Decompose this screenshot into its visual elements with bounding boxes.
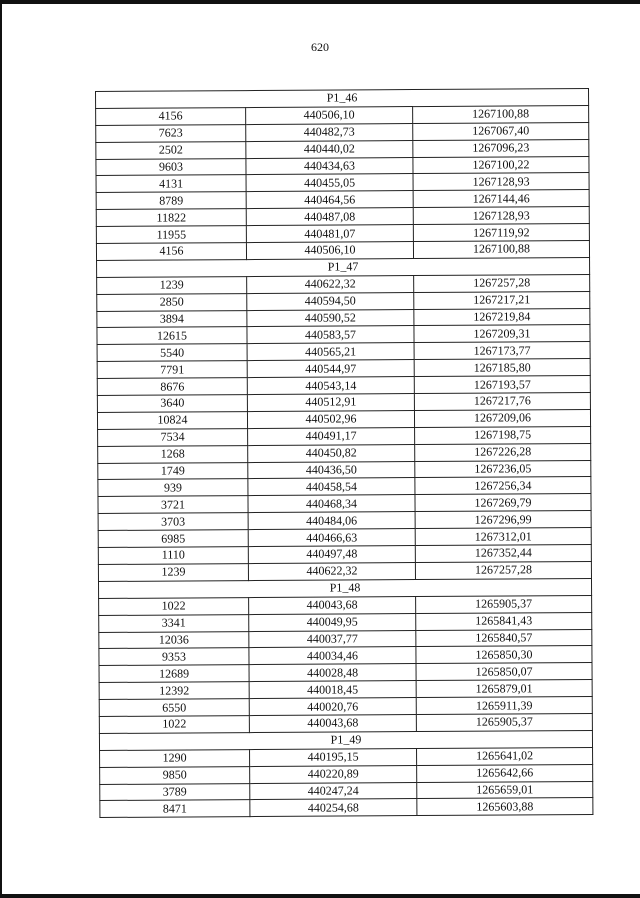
x-coordinate-cell: 440466,63 — [248, 529, 415, 547]
point-number-cell: 2850 — [97, 293, 247, 311]
y-coordinate-cell: 1267269,79 — [415, 494, 591, 512]
x-coordinate-cell: 440037,77 — [249, 630, 416, 648]
y-coordinate-cell: 1267100,22 — [413, 156, 589, 174]
x-coordinate-cell: 440436,50 — [248, 461, 415, 479]
x-coordinate-cell: 440034,46 — [249, 647, 416, 665]
y-coordinate-cell: 1267144,46 — [413, 190, 589, 208]
x-coordinate-cell: 440018,45 — [249, 681, 416, 699]
point-number-cell: 1110 — [98, 547, 248, 565]
point-number-cell: 6550 — [99, 699, 249, 717]
y-coordinate-cell: 1267193,57 — [414, 376, 590, 394]
y-coordinate-cell: 1267209,06 — [414, 409, 590, 427]
x-coordinate-cell: 440458,54 — [248, 478, 415, 496]
point-number-cell: 12392 — [99, 682, 249, 700]
point-number-cell: 1749 — [98, 462, 248, 480]
point-number-cell: 8676 — [97, 378, 247, 396]
y-coordinate-cell: 1267217,21 — [414, 291, 590, 309]
y-coordinate-cell: 1265879,01 — [416, 680, 592, 698]
point-number-cell: 10824 — [97, 411, 247, 429]
y-coordinate-cell: 1265659,01 — [417, 781, 593, 799]
x-coordinate-cell: 440543,14 — [247, 377, 414, 395]
y-coordinate-cell: 1267257,28 — [415, 561, 591, 579]
y-coordinate-cell: 1267198,75 — [415, 426, 591, 444]
x-coordinate-cell: 440043,68 — [249, 596, 416, 614]
x-coordinate-cell: 440468,34 — [248, 495, 415, 513]
x-coordinate-cell: 440220,89 — [250, 765, 417, 783]
y-coordinate-cell: 1267100,88 — [413, 240, 589, 258]
x-coordinate-cell: 440594,50 — [247, 292, 414, 310]
y-coordinate-cell: 1267296,99 — [415, 511, 591, 529]
table-row — [100, 798, 593, 818]
x-coordinate-cell: 440195,15 — [250, 748, 417, 766]
point-number-cell: 3703 — [98, 513, 248, 531]
y-coordinate-cell: 1267352,44 — [415, 545, 591, 563]
y-coordinate-cell: 1267256,34 — [415, 477, 591, 495]
x-coordinate-cell: 440247,24 — [250, 782, 417, 800]
page-number: 620 — [311, 40, 329, 54]
y-coordinate-cell: 1265841,43 — [416, 612, 592, 630]
x-coordinate-cell: 440464,56 — [246, 191, 413, 209]
x-coordinate-cell: 440565,21 — [247, 343, 414, 361]
point-number-cell: 3341 — [99, 614, 249, 632]
scan-border-bottom — [0, 894, 640, 898]
x-coordinate-cell: 440622,32 — [248, 562, 415, 580]
point-number-cell: 6985 — [98, 530, 248, 548]
point-number-cell: 1268 — [98, 445, 248, 463]
y-coordinate-cell: 1265905,37 — [416, 713, 592, 731]
x-coordinate-cell: 440455,05 — [246, 174, 413, 192]
point-number-cell: 4131 — [96, 175, 246, 193]
point-number-cell: 8789 — [96, 192, 246, 210]
x-coordinate-cell: 440028,48 — [249, 664, 416, 682]
x-coordinate-cell: 440484,06 — [248, 512, 415, 530]
x-coordinate-cell: 440502,96 — [247, 410, 414, 428]
y-coordinate-cell: 1265840,57 — [416, 629, 592, 647]
point-number-cell: 9603 — [96, 158, 246, 176]
point-number-cell: 9850 — [100, 766, 250, 784]
point-number-cell: 7623 — [96, 124, 246, 142]
point-number-cell: 1022 — [99, 716, 249, 734]
y-coordinate-cell: 1267226,28 — [415, 443, 591, 461]
x-coordinate-cell: 440482,73 — [246, 123, 413, 141]
point-number-cell: 11822 — [96, 209, 246, 227]
x-coordinate-cell: 440481,07 — [246, 225, 413, 243]
x-coordinate-cell: 440622,32 — [247, 275, 414, 293]
point-number-cell: 3640 — [97, 395, 247, 413]
point-number-cell: 4156 — [96, 243, 246, 261]
point-number-cell: 3789 — [100, 783, 250, 801]
y-coordinate-cell: 1265905,37 — [416, 595, 592, 613]
section-title: P1_46 — [96, 88, 589, 108]
coordinates-table-body — [96, 88, 593, 817]
y-coordinate-cell: 1267067,40 — [413, 122, 589, 140]
x-coordinate-cell: 440497,48 — [248, 546, 415, 564]
y-coordinate-cell: 1265911,39 — [416, 697, 592, 715]
point-number-cell: 4156 — [96, 107, 246, 125]
x-coordinate-cell: 440049,95 — [249, 613, 416, 631]
y-coordinate-cell: 1265603,88 — [417, 798, 593, 816]
x-coordinate-cell: 440506,10 — [246, 106, 413, 124]
y-coordinate-cell: 1267185,80 — [414, 359, 590, 377]
y-coordinate-cell: 1267100,88 — [413, 105, 589, 123]
point-number-cell: 12689 — [99, 665, 249, 683]
point-number-cell: 939 — [98, 479, 248, 497]
point-number-cell: 1022 — [99, 597, 249, 615]
point-number-cell: 1239 — [97, 276, 247, 294]
y-coordinate-cell: 1265850,30 — [416, 646, 592, 664]
point-number-cell: 1239 — [98, 564, 248, 582]
x-coordinate-cell: 440487,08 — [246, 208, 413, 226]
y-coordinate-cell: 1265642,66 — [417, 764, 593, 782]
section-title: P1_48 — [98, 578, 591, 598]
scan-border-top — [0, 0, 640, 4]
point-number-cell: 11955 — [96, 226, 246, 244]
x-coordinate-cell: 440590,52 — [247, 309, 414, 327]
y-coordinate-cell: 1267119,92 — [413, 224, 589, 242]
x-coordinate-cell: 440434,63 — [246, 157, 413, 175]
section-title: P1_47 — [97, 257, 590, 277]
point-number-cell: 3721 — [98, 496, 248, 514]
point-number-cell: 12615 — [97, 327, 247, 345]
x-coordinate-cell: 440450,82 — [248, 444, 415, 462]
point-number-cell: 1290 — [100, 749, 250, 767]
coordinates-table — [95, 88, 593, 818]
y-coordinate-cell: 1267096,23 — [413, 139, 589, 157]
y-coordinate-cell: 1267128,93 — [413, 207, 589, 225]
x-coordinate-cell: 440512,91 — [247, 394, 414, 412]
x-coordinate-cell: 440043,68 — [249, 715, 416, 733]
x-coordinate-cell: 440506,10 — [246, 242, 413, 260]
y-coordinate-cell: 1265850,07 — [416, 663, 592, 681]
x-coordinate-cell: 440020,76 — [249, 698, 416, 716]
y-coordinate-cell: 1267217,76 — [414, 393, 590, 411]
point-number-cell: 7791 — [97, 361, 247, 379]
point-number-cell: 5540 — [97, 344, 247, 362]
section-title: P1_49 — [99, 730, 592, 750]
y-coordinate-cell: 1267209,31 — [414, 325, 590, 343]
x-coordinate-cell: 440544,97 — [247, 360, 414, 378]
x-coordinate-cell: 440254,68 — [250, 799, 417, 817]
point-number-cell: 3894 — [97, 310, 247, 328]
y-coordinate-cell: 1267219,84 — [414, 308, 590, 326]
point-number-cell: 7534 — [98, 428, 248, 446]
y-coordinate-cell: 1267257,28 — [414, 274, 590, 292]
y-coordinate-cell: 1265641,02 — [417, 747, 593, 765]
point-number-cell: 2502 — [96, 141, 246, 159]
y-coordinate-cell: 1267312,01 — [415, 528, 591, 546]
point-number-cell: 8471 — [100, 800, 250, 818]
y-coordinate-cell: 1267173,77 — [414, 342, 590, 360]
scan-border-left — [0, 0, 2, 898]
y-coordinate-cell: 1267236,05 — [415, 460, 591, 478]
x-coordinate-cell: 440440,02 — [246, 140, 413, 158]
point-number-cell: 9353 — [99, 648, 249, 666]
point-number-cell: 12036 — [99, 631, 249, 649]
x-coordinate-cell: 440583,57 — [247, 326, 414, 344]
y-coordinate-cell: 1267128,93 — [413, 173, 589, 191]
x-coordinate-cell: 440491,17 — [248, 427, 415, 445]
